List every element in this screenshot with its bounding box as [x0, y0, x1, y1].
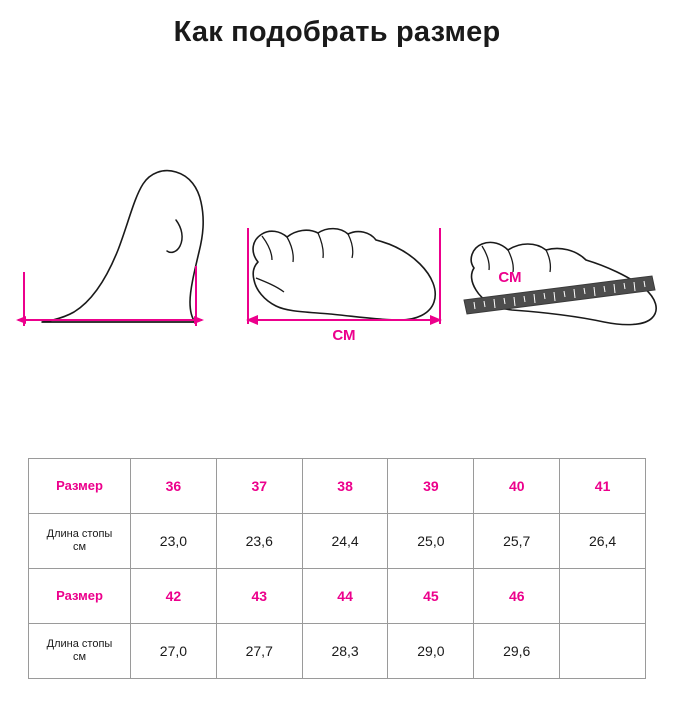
length-cell: 27,0: [131, 624, 217, 679]
length-cell: 29,0: [388, 624, 474, 679]
ruler-cm-label: СМ: [498, 269, 522, 286]
page-title: Как подобрать размер: [173, 16, 501, 48]
table-row: [29, 569, 646, 624]
size-cell: 36: [131, 459, 217, 514]
row-header-length-line2: см: [72, 651, 87, 663]
empty-cell: [560, 569, 646, 624]
foot-with-ruler: [464, 242, 656, 324]
row-header-size-1: Размер: [29, 459, 131, 514]
row-header-length-line2: см: [72, 541, 87, 553]
size-cell: 44: [302, 569, 388, 624]
size-cell: 46: [474, 569, 560, 624]
length-cell: 23,6: [216, 514, 302, 569]
foot-top-view: [253, 229, 435, 320]
length-cell: 29,6: [474, 624, 560, 679]
row-header-size-2: Размер: [29, 569, 131, 624]
size-cell: 39: [388, 459, 474, 514]
foot-measurement-diagram: [0, 140, 674, 410]
length-cell: 28,3: [302, 624, 388, 679]
table-row: [29, 624, 646, 679]
row-header-length-2: [29, 624, 131, 679]
length-cell: 27,7: [216, 624, 302, 679]
empty-cell: [560, 624, 646, 679]
length-cell: 26,4: [560, 514, 646, 569]
row-header-length-line1: Длина стопы: [46, 528, 113, 541]
length-cell: 24,4: [302, 514, 388, 569]
size-cell: 45: [388, 569, 474, 624]
size-table: [28, 458, 646, 679]
row-header-length-line1: Длина стопы: [46, 638, 113, 651]
size-cell: 41: [560, 459, 646, 514]
diagram-svg: [0, 140, 674, 410]
size-cell: 40: [474, 459, 560, 514]
size-cell: 42: [131, 569, 217, 624]
foot-side-view: [42, 171, 203, 322]
length-cell: 23,0: [131, 514, 217, 569]
size-cell: 43: [216, 569, 302, 624]
row-header-length-1: [29, 514, 131, 569]
size-table-container: [28, 458, 646, 679]
table-row: [29, 514, 646, 569]
table-row: [29, 459, 646, 514]
length-cell: 25,0: [388, 514, 474, 569]
size-cell: 37: [216, 459, 302, 514]
top-view-cm-label: СМ: [332, 327, 356, 344]
size-cell: 38: [302, 459, 388, 514]
length-cell: 25,7: [474, 514, 560, 569]
